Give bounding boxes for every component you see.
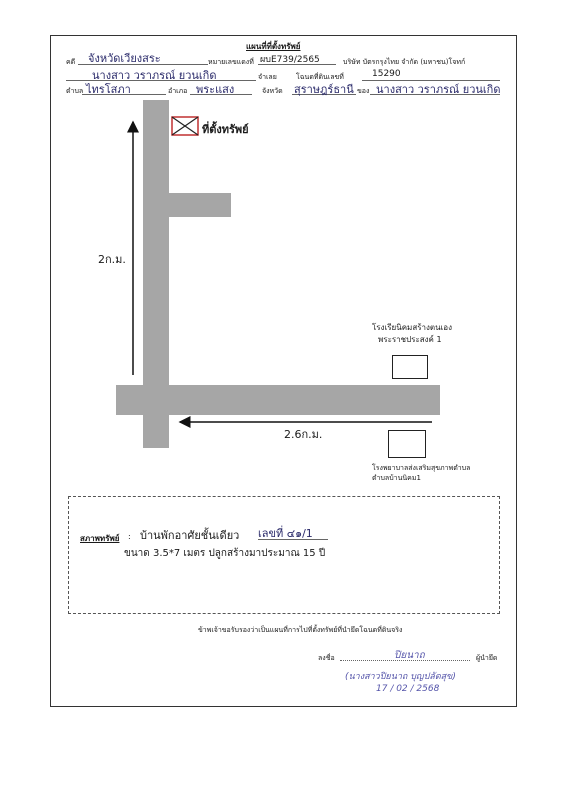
province-value: สุราษฎร์ธานี	[294, 83, 354, 96]
sign-label: ลงชื่อ	[318, 654, 335, 662]
signature-mark: ปิยนาถ	[394, 650, 425, 661]
description-line2: ขนาด 3.5*7 เมตร ปลูกสร้างมาประมาณ 15 ปี	[124, 548, 326, 559]
number-value: ผบE739/2565	[260, 55, 320, 65]
owner-label: ของ	[357, 87, 370, 95]
school-building-icon	[392, 355, 428, 379]
property-marker-icon	[171, 116, 199, 136]
deed-label: คดี	[66, 58, 76, 66]
horizontal-distance-label: 2.6ก.ม.	[284, 428, 323, 441]
description-line1: บ้านพักอาศัยชั้นเดียว	[140, 529, 240, 542]
province-label: จังหวัด	[262, 87, 283, 95]
certification-text: ข้าพเจ้าขอรับรองว่าเป็นแผนที่การไปที่ตั้งทรัพย์ที่นำยึดโฉนดที่ดินจริง	[198, 626, 403, 634]
property-label: ที่ตั้งทรัพย์	[202, 123, 249, 136]
subdistrict-label: ตำบล	[66, 87, 84, 95]
description-label: สภาพทรัพย์	[80, 534, 120, 543]
hospital-label-line1: โรงพยาบาลส่งเสริมสุขภาพตำบล	[372, 464, 471, 472]
title-deed-value: 15290	[372, 69, 401, 79]
deed-value: จังหวัดเวียงสระ	[88, 52, 161, 65]
title-deed-label: โฉนดที่ดินเลขที่	[296, 73, 344, 81]
role-label: ผู้นำยึด	[476, 654, 498, 662]
school-label-line1: โรงเรียนิคมสร้างตนเอง	[372, 323, 452, 332]
hospital-label-line2: ตำบลบ้านนิคม1	[372, 474, 421, 482]
school-label-line2: พระราชประสงค์ 1	[378, 335, 442, 344]
number-label: หมายเลขแดงที่	[208, 58, 254, 66]
signer-name: (นางสาวปิยนาถ บุญปลัดสุข)	[345, 672, 456, 682]
district-value: พระแสง	[196, 83, 235, 96]
defendant-label: จำเลย	[258, 73, 277, 81]
district-label: อำเภอ	[168, 87, 188, 95]
house-number: เลขที่ ๔๑/1	[258, 527, 313, 540]
signed-date: 17 / 02 / 2568	[376, 684, 440, 694]
hospital-building-icon	[388, 430, 426, 458]
page-title: แผนที่ที่ตั้งทรัพย์	[246, 42, 301, 51]
defendant-value: นางสาว วราภรณ์ ยวนเกิด	[92, 69, 217, 82]
vertical-distance-label: 2ก.ม.	[98, 253, 126, 266]
company-text: บริษัท บัตรกรุงไทย จำกัด (มหาชน)โจทก์	[343, 58, 466, 66]
description-colon: :	[128, 532, 131, 541]
subdistrict-value: ไทรโสภา	[86, 83, 131, 96]
owner-value: นางสาว วราภรณ์ ยวนเกิด	[376, 83, 501, 96]
